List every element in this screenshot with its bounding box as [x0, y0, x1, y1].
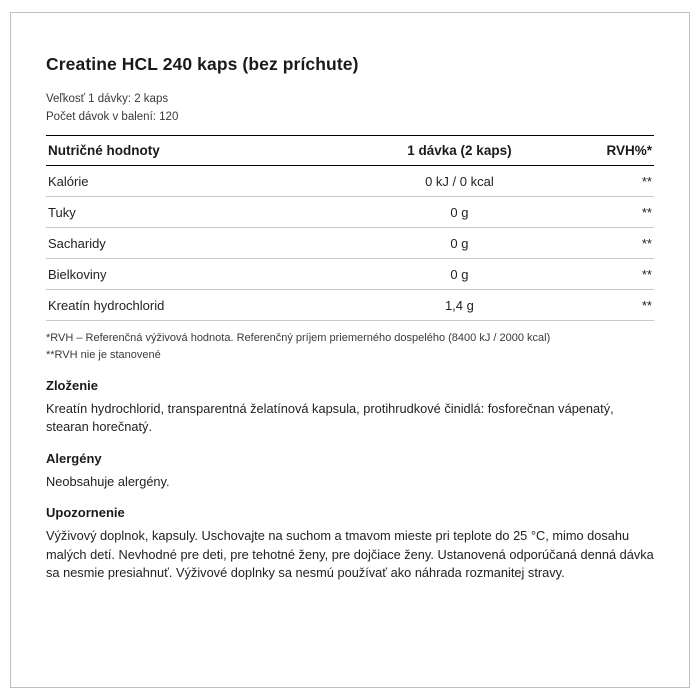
footnote-rvh-definition: *RVH – Referenčná výživová hodnota. Referenčný príjem priemerného dospelého (8400 kJ / 2000 kcal)	[46, 331, 551, 344]
serving-size: Veľkosť 1 dávky: 2 kaps	[46, 93, 169, 105]
table-footnotes	[46, 330, 654, 364]
nutrition-table-body	[46, 165, 654, 320]
row-label: Bielkoviny	[46, 258, 338, 289]
column-header-rvh: RVH%*	[581, 135, 654, 165]
row-amount: 0 g	[338, 227, 581, 258]
row-rvh: **	[581, 289, 654, 320]
page-content	[22, 24, 678, 583]
section-heading-warning: Upozornenie	[46, 505, 125, 521]
table-row	[46, 289, 654, 320]
table-row	[46, 227, 654, 258]
nutrition-table	[46, 135, 654, 321]
section-heading-allergens: Alergény	[46, 450, 102, 466]
row-label: Kalórie	[46, 165, 338, 196]
row-rvh: **	[581, 258, 654, 289]
section-text-composition: Kreatín hydrochlorid, transparentná želatínová kapsula, protihrudkové činidlá: fosforečnan vápenatý, stearan horečnatý.	[46, 400, 614, 435]
nutrition-table-head	[46, 135, 654, 165]
section-heading-composition: Zloženie	[46, 377, 99, 393]
row-amount: 1,4 g	[338, 289, 581, 320]
row-rvh: **	[581, 227, 654, 258]
section-text-allergens: Neobsahuje alergény.	[46, 473, 170, 489]
table-header-row	[46, 135, 654, 165]
column-header-nutrient: Nutričné hodnoty	[46, 135, 338, 165]
servings-per-container: Počet dávok v balení: 120	[46, 110, 179, 123]
serving-info	[46, 91, 654, 127]
column-header-serving: 1 dávka (2 kaps)	[338, 135, 581, 165]
table-row	[46, 196, 654, 227]
row-amount: 0 kJ / 0 kcal	[338, 165, 581, 196]
row-rvh: **	[581, 196, 654, 227]
row-amount: 0 g	[338, 196, 581, 227]
row-amount: 0 g	[338, 258, 581, 289]
row-label: Kreatín hydrochlorid	[46, 289, 338, 320]
row-label: Tuky	[46, 196, 338, 227]
row-label: Sacharidy	[46, 227, 338, 258]
row-rvh: **	[581, 165, 654, 196]
page-title: Creatine HCL 240 kaps (bez príchute)	[46, 54, 359, 74]
table-row	[46, 165, 654, 196]
table-row	[46, 258, 654, 289]
section-text-warning: Výživový doplnok, kapsuly. Uschovajte na suchom a tmavom mieste pri teplote do 25 °C, mimo dosahu malých detí. Nevhodné pre deti, pre tehotné ženy, pre dojčiace ženy. Ustanovená odporúčaná denná dávka sa nesmie presiahnuť. Výživové doplnky sa nesmú používať ako náhrada rozmanitej stravy.	[46, 528, 654, 581]
footnote-rvh-not-established: **RVH nie je stanovené	[46, 349, 161, 362]
